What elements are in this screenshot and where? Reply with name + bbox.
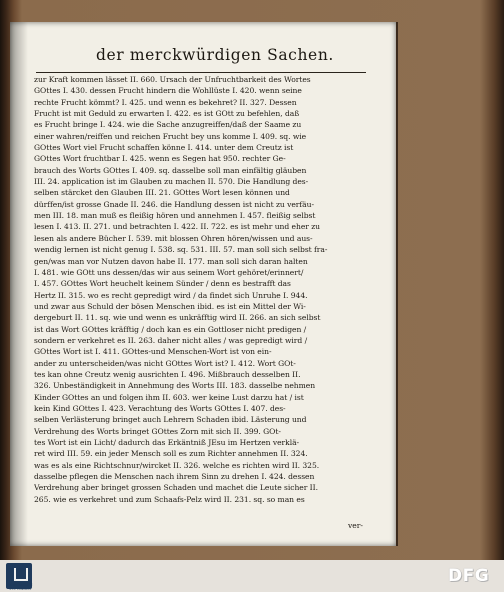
text-line: selben stärcket den Glauben III. 21. GOttes Wort lesen können und [34,188,290,198]
text-line: Kinder GOttes an und folgen ihm II. 603. wer keine Lust darzu hat / ist [34,392,304,402]
text-line: ander zu unterscheiden/was nicht GOttes Wort ist? I. 412. Wort GOt- [34,358,296,368]
text-line: brauch des Worts GOttes I. 409. sq. dasselbe soll man einfältig gläuben [34,165,307,175]
text-line: Hertz II. 315. wo es recht gepredigt wird / da findet sich Unruhe I. 944. [34,290,308,300]
text-line: 326. Unbeständigkeit in Annehmung des Worts III. 183. dasselbe nehmen [34,381,316,391]
text-line: dürffen/ist grosse Gnade II. 246. die Handlung dessen ist nicht zu verfäu- [34,199,314,209]
text-line: ret wird III. 59. ein jeder Mensch soll es zum Richter annehmen II. 324. [34,449,308,459]
running-header: der merckwürdigen Sachen. [96,46,334,64]
text-line: dergeburt II. 11. sq. wie und wenn es unkräfftig wird II. 266. an sich selbst [34,313,321,323]
text-line: kein Kind GOttes I. 423. Verachtung des Worts GOttes I. 407. des- [34,403,286,413]
text-line: GOttes I. 430. dessen Frucht hindern die Wohllüste I. 420. wenn seine [34,86,302,96]
text-line: es Frucht bringe I. 424. wie die Sache anzugreiffen/daß der Saame zu [34,120,302,130]
text-line: ist das Wort GOttes kräfftig / doch kan es ein Gottloser nicht predigen / [34,324,307,334]
text-line: Verdrehung aber bringet grossen Schaden und machet die Leute sicher II. [34,483,318,493]
text-line: I. 457. GOttes Wort heuchelt keinem Sünder / denn es bestrafft das [34,279,291,289]
text-line: lesen I. 413. II. 271. und betrachten I. 422. II. 722. es ist mehr und eher zu [34,222,321,232]
text-line: Frucht ist mit Geduld zu erwarten I. 422. es ist GOtt zu befehlen, daß [34,109,300,119]
text-line: selben Verlästerung bringet auch Lehrern Schaden ibid. Lästerung und [34,415,307,425]
text-line: dasselbe pflegen die Menschen nach ihrem Sinn zu drehen I. 424. dessen [34,472,315,482]
header-rule [36,72,366,73]
page-gutter [10,22,28,546]
text-line: was es als eine Richtschnur/wircket II. 326. welche es richten wird II. 325. [34,460,320,470]
catchword: ver- [348,521,363,530]
viewer-footer [0,560,504,592]
text-line: III. 24. application ist im Glauben zu machen II. 570. Die Handlung des- [34,177,309,187]
text-line: gen/was man vor Nutzen davon habe II. 177. man soll sich daran halten [34,256,308,266]
text-line: lesen als andere Bücher I. 539. mit blossen Ohren hören/wissen und aus- [34,233,313,243]
text-line: einer wahren/reiffen und reichen Frucht bey uns komme I. 409. sq. wie [34,131,307,141]
text-line: und zwar aus Schuld der bösen Menschen ibid. es ist ein Mittel der Wi- [34,301,306,311]
text-line: 265. wie es verkehret und zum Schaafs-Pelz wird II. 231. sq. so man es [34,494,305,504]
text-line: zur Kraft kommen lässet II. 660. Ursach der Unfruchtbarkeit des Wortes [34,75,311,84]
index-text [34,74,368,505]
text-line: wendig lernen ist nicht genug I. 538. sq. 531. III. 57. man soll sich selbst fra- [34,245,328,255]
dfg-logo[interactable]: DFG [448,566,490,586]
text-line: GOttes Wort viel Frucht schaffen könne I. 414. unter dem Creutz ist [34,143,294,153]
text-line: rechte Frucht kömmt? I. 425. und wenn es bekehret? II. 327. Dessen [34,97,297,107]
text-line: tes kan ohne Creutz wenig ausrichten I. 496. Mißbrauch desselben II. [34,369,301,379]
institution-logo-text: FRANCKESCHE STIFTUNGEN [7,583,33,591]
text-line: Verdrehung des Worts bringet GOttes Zorn mit sich II. 399. GOt- [34,426,281,436]
text-line: GOttes Wort ist I. 411. GOttes-und Menschen-Wort ist von ein- [34,347,272,357]
text-line: GOttes Wort fruchtbar I. 425. wenn es Segen hat 950. rechter Ge- [34,154,286,164]
text-line: tes Wort ist ein Licht/ dadurch das Erkäntniß JEsu im Hertzen verklä- [34,438,300,447]
text-line: sondern er verkehret es II. 263. daher nicht alles / was gepredigt wird / [34,335,308,345]
text-line: I. 481. wie GOtt uns dessen/das wir aus seinem Wort gehöret/erinnert/ [34,267,304,277]
text-line: men III. 18. man muß es fleißig hören und annehmen I. 457. fleißig selbst [34,211,316,221]
